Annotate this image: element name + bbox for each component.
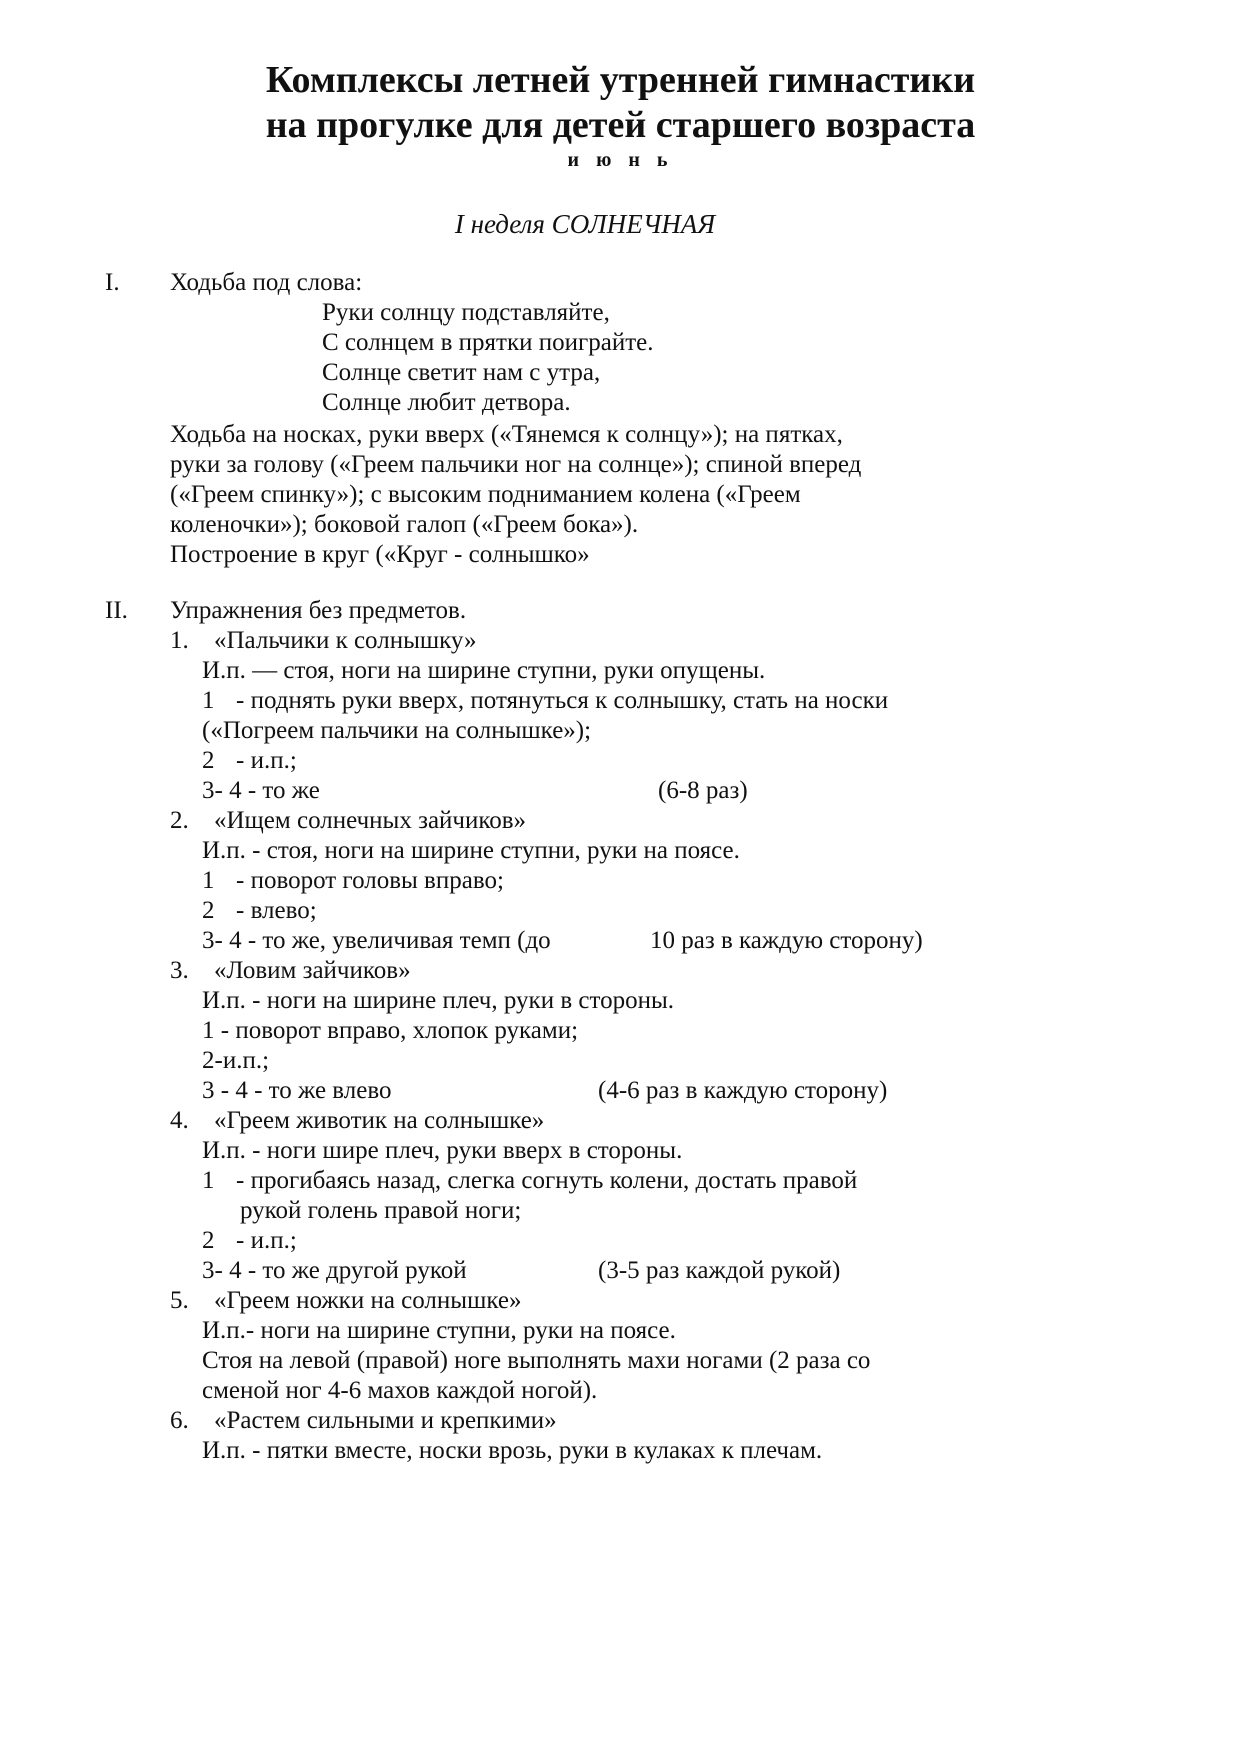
exercise-4-step-3-4: 3- 4 - то же другой рукой — [202, 1257, 467, 1284]
section-1-numeral: I. — [105, 269, 120, 296]
section-1-text-line: Построение в круг («Круг - солнышко» — [170, 541, 590, 568]
exercise-4-start-position: И.п. - ноги шире плеч, руки вверх в стороны. — [202, 1137, 683, 1164]
exercise-3-start-position: И.п. - ноги на ширине плеч, руки в стороны. — [202, 987, 674, 1014]
exercise-4-repetitions: (3-5 раз каждой рукой) — [598, 1257, 841, 1284]
exercise-1-title: «Пальчики к солнышку» — [214, 627, 477, 654]
exercise-4-step-1-cont: рукой голень правой ноги; — [240, 1197, 522, 1224]
section-1-text-line: («Греем спинку»); с высоким подниманием колена («Греем — [170, 481, 801, 508]
section-1-text-line: руки за голову («Греем пальчики ног на солнце»); спиной вперед — [170, 451, 862, 478]
exercise-4-step-2-number: 2 — [202, 1227, 215, 1254]
exercise-5-description: Стоя на левой (правой) ноге выполнять махи ногами (2 раза со — [202, 1347, 871, 1374]
exercise-3-number: 3. — [170, 957, 189, 984]
document-title-line-2: на прогулке для детей старшего возраста — [265, 104, 976, 146]
poem-line: Солнце светит нам с утра, — [322, 359, 601, 386]
exercise-6-start-position: И.п. - пятки вместе, носки врозь, руки в кулаках к плечам. — [202, 1437, 823, 1464]
exercise-6-title: «Растем сильными и крепкими» — [214, 1407, 557, 1434]
exercise-4-title: «Греем животик на солнышке» — [214, 1107, 545, 1134]
poem-line: Руки солнцу подставляйте, — [322, 299, 610, 326]
exercise-2-title: «Ищем солнечных зайчиков» — [214, 807, 527, 834]
exercise-4-step-2: - и.п.; — [236, 1227, 297, 1254]
document-title-line-1: Комплексы летней утренней гимнастики — [265, 59, 976, 101]
exercise-3-title: «Ловим зайчиков» — [214, 957, 411, 984]
exercise-5-description-cont: сменой ног 4-6 махов каждой ногой). — [202, 1377, 598, 1404]
exercise-2-step-3-4: 3- 4 - то же, увеличивая темп (до — [202, 927, 551, 954]
exercise-2-step-2-number: 2 — [202, 897, 215, 924]
section-1-text-line: коленочки»); боковой галоп («Греем бока»). — [170, 511, 639, 538]
week-heading: I неделя СОЛНЕЧНАЯ — [454, 209, 716, 239]
exercise-5-number: 5. — [170, 1287, 189, 1314]
exercise-1-step-1-number: 1 — [202, 687, 215, 714]
exercise-2-start-position: И.п. - стоя, ноги на ширине ступни, руки на поясе. — [202, 837, 740, 864]
exercise-1-step-3-4: 3- 4 - то же — [202, 777, 320, 804]
section-2-numeral: II. — [105, 597, 128, 624]
section-1-heading: Ходьба под слова: — [170, 269, 363, 296]
exercise-1-start-position: И.п. — стоя, ноги на ширине ступни, руки опущены. — [202, 657, 766, 684]
section-1-text-line: Ходьба на носках, руки вверх («Тянемся к солнцу»); на пятках, — [170, 421, 843, 448]
poem-line: Солнце любит детвора. — [322, 389, 571, 416]
exercise-2-repetitions: 10 раз в каждую сторону) — [650, 927, 923, 954]
exercise-2-step-1: - поворот головы вправо; — [236, 867, 504, 894]
exercise-2-step-2: - влево; — [236, 897, 317, 924]
exercise-1-step-1: - поднять руки вверх, потянуться к солнышку, стать на носки — [236, 687, 889, 714]
month-label: и ю н ь — [567, 149, 674, 171]
exercise-3-step-2: 2-и.п.; — [202, 1047, 270, 1074]
exercise-5-start-position: И.п.- ноги на ширине ступни, руки на поясе. — [202, 1317, 676, 1344]
exercise-3-repetitions: (4-6 раз в каждую сторону) — [598, 1077, 888, 1104]
exercise-3-step-1: 1 - поворот вправо, хлопок руками; — [202, 1017, 579, 1044]
exercise-1-step-2-number: 2 — [202, 747, 215, 774]
exercise-1-number: 1. — [170, 627, 189, 654]
exercise-3-step-3-4: 3 - 4 - то же влево — [202, 1077, 392, 1104]
exercise-4-step-1: - прогибаясь назад, слегка согнуть колени, достать правой — [236, 1167, 858, 1194]
exercise-4-step-1-number: 1 — [202, 1167, 215, 1194]
exercise-1-step-2: - и.п.; — [236, 747, 297, 774]
exercise-1-repetitions: (6-8 раз) — [658, 777, 748, 804]
exercise-5-title: «Греем ножки на солнышке» — [214, 1287, 522, 1314]
poem-line: С солнцем в прятки поиграйте. — [322, 329, 654, 356]
exercise-6-number: 6. — [170, 1407, 189, 1434]
exercise-1-step-1-cont: («Погреем пальчики на солнышке»); — [202, 717, 592, 744]
exercise-2-step-1-number: 1 — [202, 867, 215, 894]
exercise-4-number: 4. — [170, 1107, 189, 1134]
section-2-heading: Упражнения без предметов. — [170, 597, 467, 624]
exercise-2-number: 2. — [170, 807, 189, 834]
